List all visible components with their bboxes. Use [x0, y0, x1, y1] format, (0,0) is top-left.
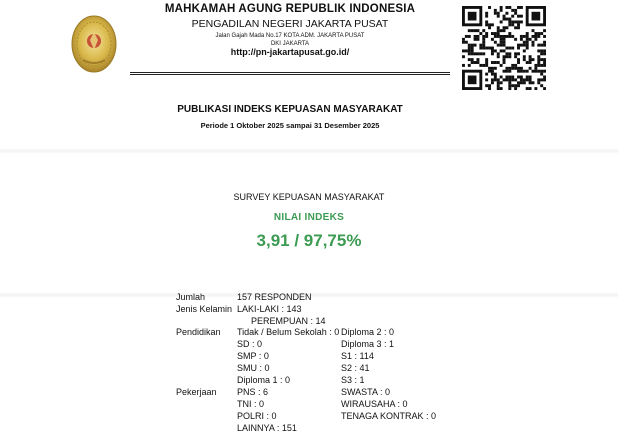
job-item: PNS : 6 [237, 387, 269, 397]
education-item: SMU : 0 [237, 363, 270, 373]
job-item: POLRI : 0 [237, 411, 277, 421]
job-label: Pekerjaan [176, 387, 217, 397]
education-item: SMP : 0 [237, 351, 269, 361]
education-item: Diploma 3 : 1 [341, 339, 395, 349]
address-line-2: DKI JAKARTA [270, 41, 310, 47]
court-emblem-icon [71, 14, 117, 74]
education-label: Pendidikan [176, 327, 221, 337]
job-item: TNI : 0 [237, 399, 265, 409]
qr-code-icon [462, 6, 546, 90]
index-value: 3,91 / 97,75% [256, 231, 362, 250]
education-item: Diploma 1 : 0 [237, 375, 291, 385]
education-item: Diploma 2 : 0 [341, 327, 395, 337]
gender-female: PEREMPUAN : 14 [251, 316, 326, 326]
job-item: LAINNYA : 151 [237, 423, 297, 433]
survey-heading: SURVEY KEPUASAN MASYARAKAT [233, 192, 385, 202]
job-item: SWASTA : 0 [341, 387, 391, 397]
jumlah-value: 157 RESPONDEN [237, 292, 312, 302]
court-website-link[interactable]: http://pn-jakartapusat.go.id/ [230, 47, 350, 57]
institution-name: MAHKAMAH AGUNG REPUBLIK INDONESIA [164, 3, 416, 15]
report-period: Periode 1 Oktober 2025 sampai 31 Desember 2025 [200, 121, 380, 130]
jumlah-label: Jumlah [176, 292, 206, 302]
education-item: S3 : 1 [341, 375, 365, 385]
education-item: SD : 0 [237, 339, 263, 349]
job-item: WIRAUSAHA : 0 [341, 399, 408, 409]
education-item: S1 : 114 [341, 351, 374, 361]
job-item: TENAGA KONTRAK : 0 [341, 411, 437, 421]
address-line-1: Jalan Gajah Mada No.17 KOTA ADM. JAKARTA PUSAT [215, 33, 365, 39]
report-title: PUBLIKASI INDEKS KEPUASAN MASYARAKAT [177, 104, 403, 115]
education-item: S2 : 41 [341, 363, 370, 373]
gender-male: LAKI-LAKI : 143 [237, 304, 302, 314]
index-label: NILAI INDEKS [273, 212, 345, 223]
court-address [120, 32, 460, 48]
section-divider-top [0, 148, 618, 154]
court-name: PENGADILAN NEGERI JAKARTA PUSAT [191, 18, 389, 30]
gender-label: Jenis Kelamin [176, 304, 233, 314]
education-item: Tidak / Belum Sekolah : 0 [237, 327, 340, 337]
letterhead-divider [130, 72, 450, 75]
